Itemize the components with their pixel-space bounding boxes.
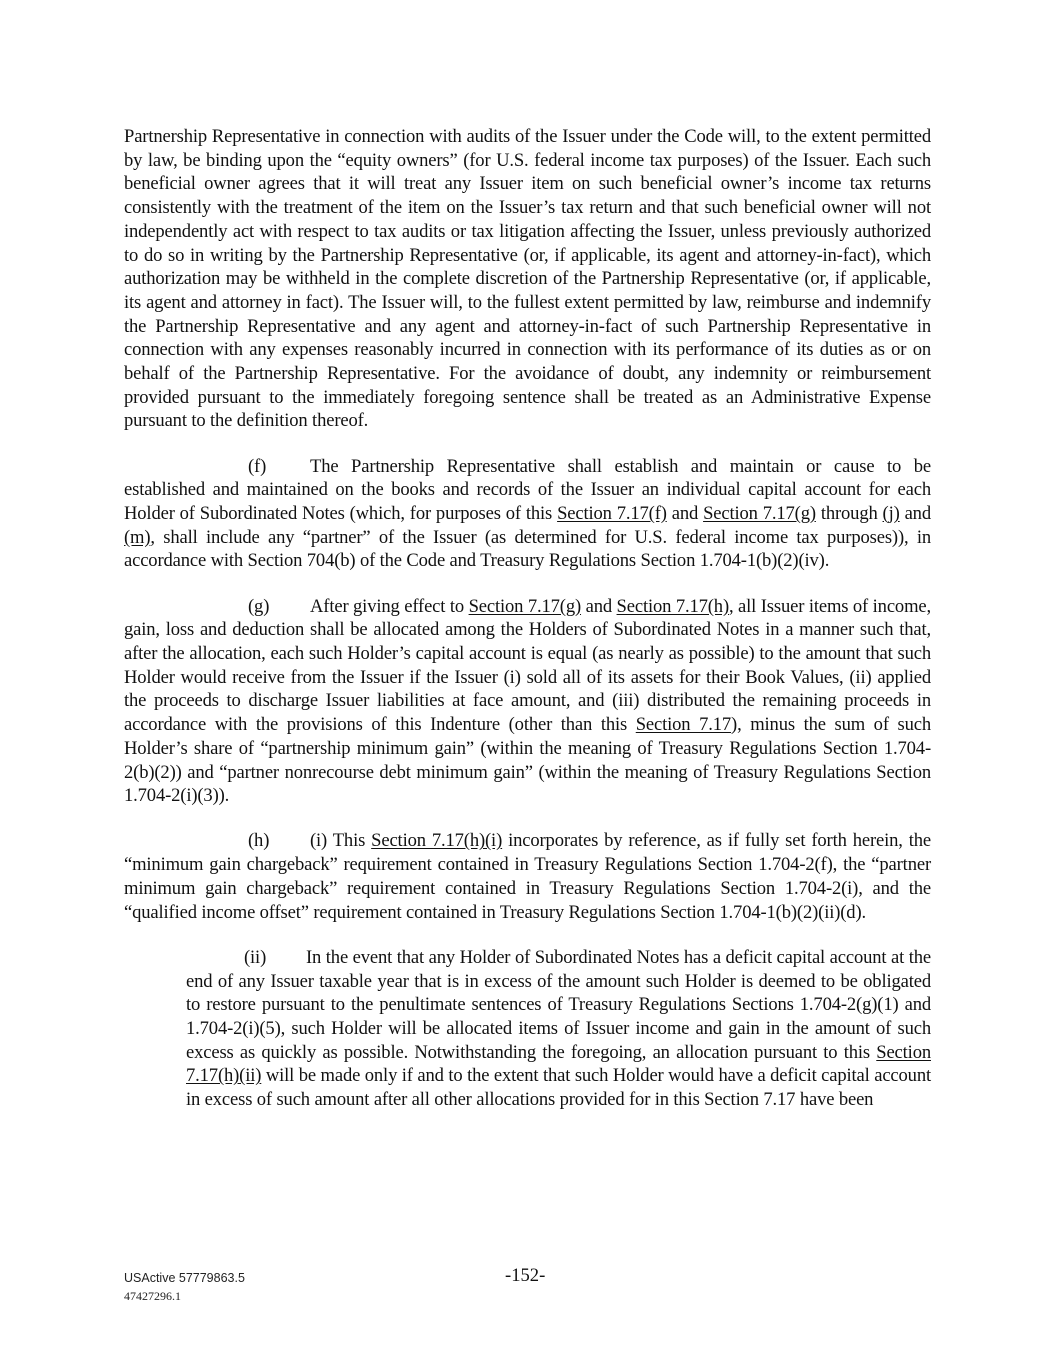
continuation-paragraph: Partnership Representative in connection with audits of the Issuer under the Code will, to the extent permitted by law, be binding upon the “equity owners” (for U.S. federal income tax purposes) of the Issuer. Each such beneficial owner agrees that it will treat any Issuer item on such beneficial owner’s income tax returns consistently with the treatment of the item on the Issuer’s tax return and that such beneficial owner will not independently act with respect to tax audits or tax litigation affecting the Issuer, unless previously authorized to do so in writing by the Partnership Representative (or, if applicable, its agent and attorney-in-fact), which authorization may be withheld in the complete discretion of the Partnership Representative (or, if applicable, its agent and attorney in fact). The Issuer will, to the fullest extent permitted by law, reimburse and indemnify the Partnership Representative and any agent and attorney-in-fact of such Partnership Representative in connection with any expenses reasonably incurred in connection with its performance of its duties as or on behalf of the Partnership Representative. For the avoidance of doubt, any indemnity or reimbursement provided pursuant to the immediately foregoing sentence shall be treated as an Administrative Expense pursuant to the definition thereof. xyxy=(124,126,931,432)
section-reference-link[interactable]: Section 7.17(g) xyxy=(703,503,816,525)
section-reference-link[interactable]: Section 7.17 xyxy=(635,714,732,736)
paragraph-h: (h) (i) This Section 7.17(h)(i) incorporates by reference, as if fully set forth herein, the “minimum gain chargeback” requirement contained in Treasury Regulations Section 1.704-2(f), the “partner minimum gain chargeback” requirement contained in Treasury Regulations Section 1.704-2(i), and the “qualified income offset” requirement contained in Treasury Regulations Section 1.704-1(b)(2)(ii)(d). xyxy=(124,830,931,923)
section-reference-link[interactable]: Section 7.17(h)(ii) xyxy=(186,1041,931,1087)
section-reference-link[interactable]: Section 7.17(h) xyxy=(616,595,729,617)
paragraph-label-h-ii: (ii) xyxy=(244,946,267,968)
section-reference-link[interactable]: (m) xyxy=(124,526,151,548)
footer-document-id: USActive 57779863.5 xyxy=(124,1271,245,1285)
section-reference-link[interactable]: Section 7.17(f) xyxy=(557,503,667,525)
footer-document-id-secondary: 47427296.1 xyxy=(124,1289,181,1303)
paragraph-label-g: (g) xyxy=(248,595,270,617)
paragraph-label-f: (f) xyxy=(248,455,267,477)
paragraph-f: (f) The Partnership Representative shall establish and maintain or cause to be established and maintained on the books and records of the Issuer an individual capital account for each Holder of Subordinated Notes (which, for purposes of this Section 7.17(f) and Section 7.17(g) through (j) and (m), shall include any “partner” of the Issuer (as determined for U.S. federal income tax purposes)), in accordance with Section 704(b) of the Code and Treasury Regulations Section 1.704-1(b)(2)(iv). xyxy=(124,455,931,572)
page-number: -152- xyxy=(505,1265,546,1286)
section-reference-link[interactable]: Section 7.17(g) xyxy=(468,595,582,617)
section-reference-link[interactable]: Section 7.17(h)(i) xyxy=(371,830,503,852)
paragraph-h-ii: (ii) In the event that any Holder of Subordinated Notes has a deficit capital account at the end of any Issuer taxable year that is in excess of the amount such Holder is deemed to be obligated to restore pursuant to the penultimate sentences of Treasury Regulations Sections 1.704-2(g)(1) and 1.704-2(i)(5), such Holder will be allocated items of Issuer income and gain in the amount of such excess as quickly as possible. Notwithstanding the foregoing, an allocation pursuant to this Section 7.17(h)(ii) will be made only if and to the extent that such Holder would have a deficit capital account in excess of such amount after all other allocations provided for in this Section 7.17 have been xyxy=(186,946,931,1111)
document-body xyxy=(124,125,931,1112)
paragraph-label-h: (h) xyxy=(248,830,270,852)
section-reference-link[interactable]: (j) xyxy=(882,503,900,525)
paragraph-g: (g) After giving effect to Section 7.17(g) and Section 7.17(h), all Issuer items of income, gain, loss and deduction shall be allocated among the Holders of Subordinated Notes in a manner such that, after the allocation, each such Holder’s capital account is equal (as nearly as possible) to the amount that such Holder would receive from the Issuer if the Issuer (i) sold all of its assets for their Book Values, (ii) applied the proceeds to discharge Issuer liabilities at face amount, and (iii) distributed the remaining proceeds in accordance with the provisions of this Indenture (other than this Section 7.17), minus the sum of such Holder’s share of “partnership minimum gain” (within the meaning of Treasury Regulations Section 1.704-2(b)(2)) and “partner nonrecourse debt minimum gain” (within the meaning of Treasury Regulations Section 1.704-2(i)(3)). xyxy=(124,595,931,807)
